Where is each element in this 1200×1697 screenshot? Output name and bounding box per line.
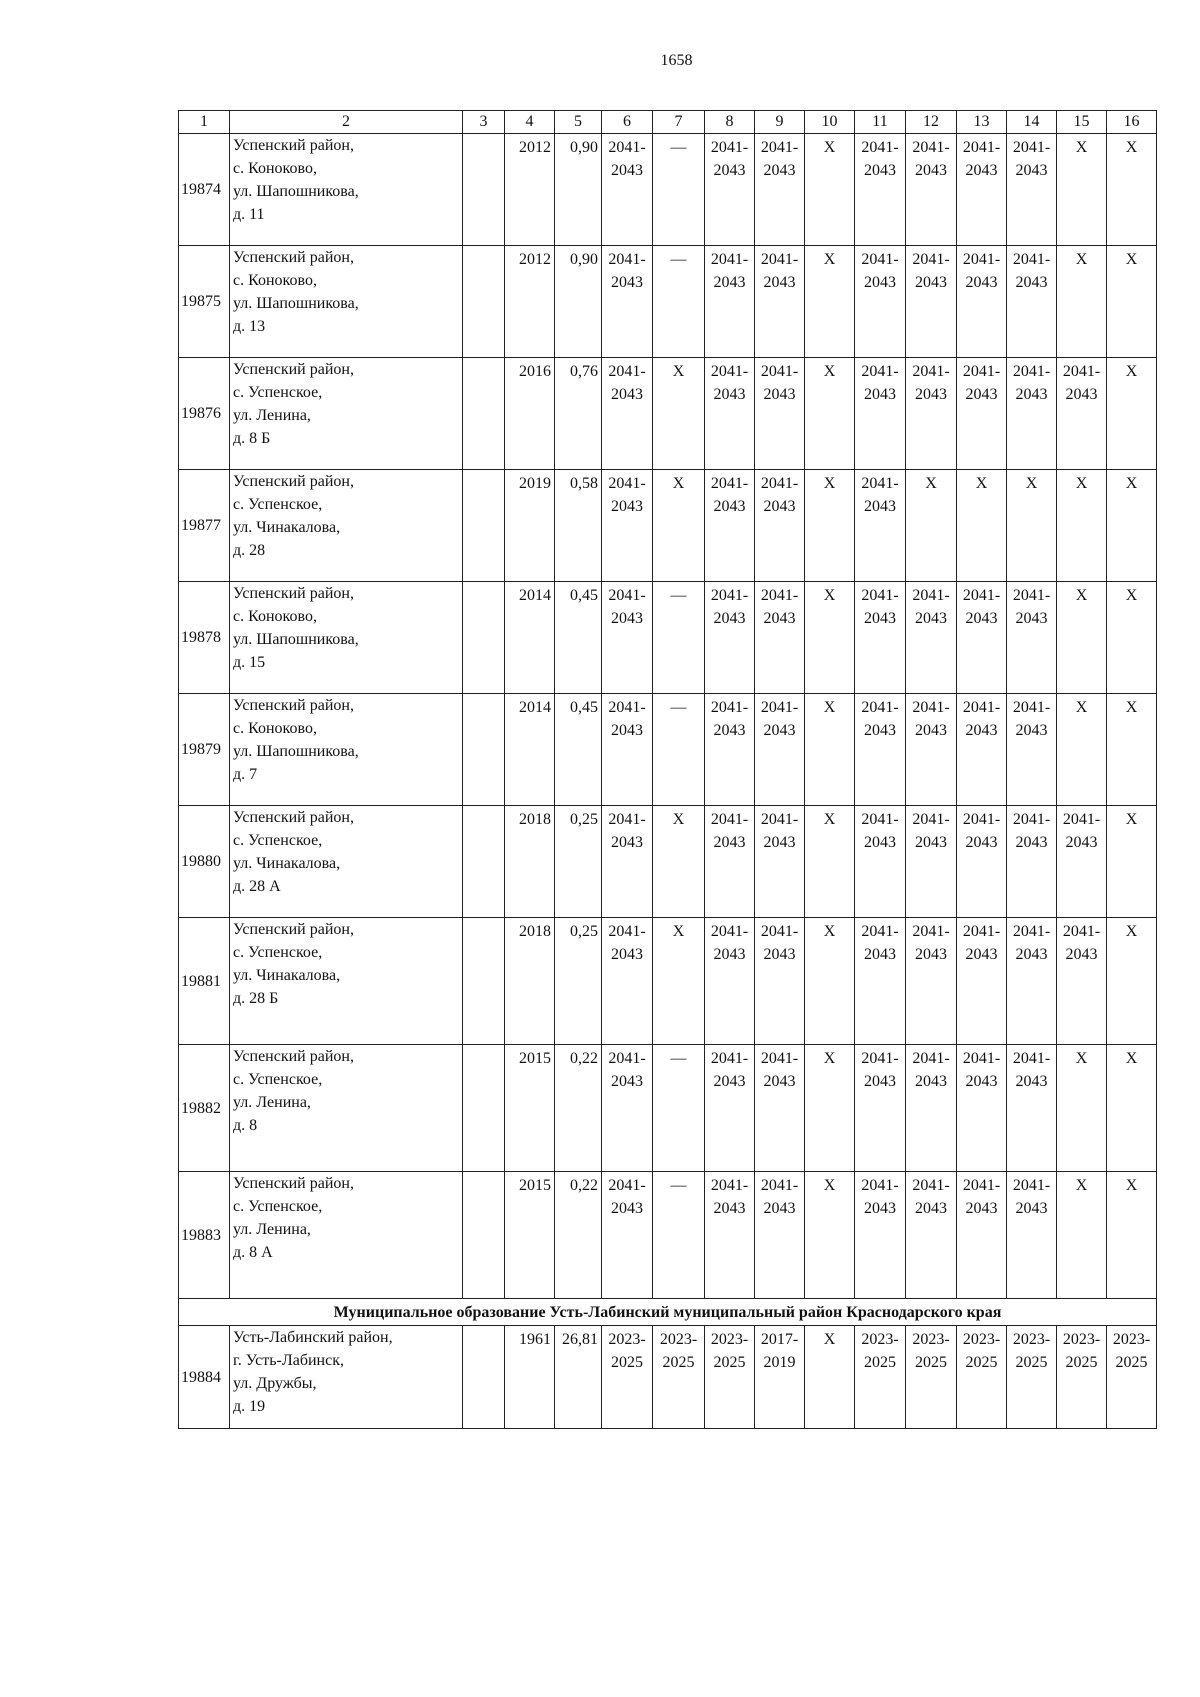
address-line: д. 28 А <box>233 878 281 895</box>
address-line: Успенский район, <box>233 137 354 154</box>
address-line: с. Успенское, <box>233 384 323 401</box>
cell-col-3 <box>463 470 505 582</box>
cell-col-8: 2041- 2043 <box>705 470 755 582</box>
cell-col-11: 2041- 2043 <box>855 806 906 918</box>
cell-col-4: 1961 <box>505 1326 555 1429</box>
cell-col-12: 2041- 2043 <box>906 246 957 358</box>
cell-col-15: X <box>1057 1045 1107 1172</box>
cell-col-5: 26,81 <box>555 1326 602 1429</box>
cell-col-9: 2041- 2043 <box>755 1045 805 1172</box>
cell-col-5: 0,45 <box>555 582 602 694</box>
address-line: ул. Ленина, <box>233 1221 311 1238</box>
cell-col-10: X <box>805 582 855 694</box>
cell-col-10: X <box>805 1045 855 1172</box>
address-line: д. 7 <box>233 766 258 783</box>
cell-col-5: 0,76 <box>555 358 602 470</box>
cell-col-7: — <box>653 246 705 358</box>
column-header-16: 16 <box>1107 111 1157 134</box>
address-cell <box>230 358 463 470</box>
cell-col-11: 2041- 2043 <box>855 134 906 246</box>
cell-col-9: 2041- 2043 <box>755 134 805 246</box>
cell-col-15: X <box>1057 470 1107 582</box>
row-number: 19875 <box>179 246 230 358</box>
cell-col-9: 2041- 2043 <box>755 246 805 358</box>
cell-col-11: 2041- 2043 <box>855 246 906 358</box>
address-line: д. 13 <box>233 318 266 335</box>
cell-col-8: 2023- 2025 <box>705 1326 755 1429</box>
cell-col-15: X <box>1057 246 1107 358</box>
address-line: д. 8 <box>233 1117 258 1134</box>
address-line: Успенский район, <box>233 473 354 490</box>
cell-col-6: 2041- 2043 <box>602 1045 653 1172</box>
cell-col-5: 0,90 <box>555 134 602 246</box>
cell-col-11: 2041- 2043 <box>855 470 906 582</box>
address-cell <box>230 246 463 358</box>
address-line: с. Коноково, <box>233 608 317 625</box>
cell-col-3 <box>463 1172 505 1299</box>
cell-col-7: 2023- 2025 <box>653 1326 705 1429</box>
cell-col-4: 2014 <box>505 694 555 806</box>
address-line: д. 11 <box>233 206 265 223</box>
cell-col-4: 2015 <box>505 1045 555 1172</box>
address-cell <box>230 1326 463 1429</box>
cell-col-12: 2041- 2043 <box>906 694 957 806</box>
cell-col-3 <box>463 1045 505 1172</box>
cell-col-8: 2041- 2043 <box>705 1172 755 1299</box>
cell-col-13: X <box>957 470 1007 582</box>
column-header-4: 4 <box>505 111 555 134</box>
section-row <box>179 1299 1157 1326</box>
column-header-9: 9 <box>755 111 805 134</box>
cell-col-11: 2041- 2043 <box>855 1045 906 1172</box>
cell-col-8: 2041- 2043 <box>705 582 755 694</box>
cell-col-12: X <box>906 470 957 582</box>
cell-col-12: 2041- 2043 <box>906 582 957 694</box>
cell-col-16: X <box>1107 918 1157 1045</box>
address-line: ул. Шапошникова, <box>233 295 359 312</box>
cell-col-13: 2041- 2043 <box>957 246 1007 358</box>
cell-col-5: 0,58 <box>555 470 602 582</box>
cell-col-7: — <box>653 134 705 246</box>
cell-col-5: 0,25 <box>555 806 602 918</box>
cell-col-12: 2041- 2043 <box>906 806 957 918</box>
cell-col-6: 2041- 2043 <box>602 134 653 246</box>
address-cell <box>230 1172 463 1299</box>
table-row <box>179 918 1157 1045</box>
address-line: ул. Чинакалова, <box>233 855 341 872</box>
cell-col-13: 2041- 2043 <box>957 134 1007 246</box>
table-body <box>179 134 1157 1429</box>
cell-col-9: 2041- 2043 <box>755 1172 805 1299</box>
cell-col-11: 2041- 2043 <box>855 918 906 1045</box>
address-cell <box>230 470 463 582</box>
cell-col-4: 2018 <box>505 918 555 1045</box>
cell-col-13: 2041- 2043 <box>957 918 1007 1045</box>
address-line: с. Успенское, <box>233 1198 323 1215</box>
cell-col-4: 2019 <box>505 470 555 582</box>
cell-col-13: 2041- 2043 <box>957 358 1007 470</box>
cell-col-14: X <box>1007 470 1057 582</box>
cell-col-7: — <box>653 1172 705 1299</box>
cell-col-4: 2012 <box>505 246 555 358</box>
cell-col-14: 2041- 2043 <box>1007 806 1057 918</box>
address-line: Успенский район, <box>233 361 354 378</box>
cell-col-6: 2041- 2043 <box>602 582 653 694</box>
cell-col-12: 2023- 2025 <box>906 1326 957 1429</box>
cell-col-7: X <box>653 358 705 470</box>
cell-col-14: 2041- 2043 <box>1007 918 1057 1045</box>
cell-col-3 <box>463 358 505 470</box>
cell-col-16: X <box>1107 470 1157 582</box>
cell-col-3 <box>463 694 505 806</box>
address-line: д. 8 А <box>233 1244 273 1261</box>
address-line: с. Успенское, <box>233 944 323 961</box>
cell-col-10: X <box>805 1172 855 1299</box>
address-cell <box>230 918 463 1045</box>
cell-col-16: X <box>1107 246 1157 358</box>
address-cell <box>230 134 463 246</box>
address-line: с. Успенское, <box>233 1071 323 1088</box>
column-header-10: 10 <box>805 111 855 134</box>
address-line: г. Усть-Лабинск, <box>233 1352 344 1369</box>
cell-col-12: 2041- 2043 <box>906 1172 957 1299</box>
cell-col-5: 0,45 <box>555 694 602 806</box>
cell-col-5: 0,22 <box>555 1172 602 1299</box>
cell-col-8: 2041- 2043 <box>705 134 755 246</box>
cell-col-16: X <box>1107 582 1157 694</box>
cell-col-12: 2041- 2043 <box>906 1045 957 1172</box>
address-line: ул. Шапошникова, <box>233 183 359 200</box>
cell-col-16: 2023- 2025 <box>1107 1326 1157 1429</box>
cell-col-7: — <box>653 582 705 694</box>
cell-col-6: 2041- 2043 <box>602 358 653 470</box>
cell-col-10: X <box>805 694 855 806</box>
address-line: д. 15 <box>233 654 266 671</box>
cell-col-4: 2015 <box>505 1172 555 1299</box>
cell-col-9: 2041- 2043 <box>755 918 805 1045</box>
cell-col-4: 2018 <box>505 806 555 918</box>
cell-col-10: X <box>805 134 855 246</box>
cell-col-16: X <box>1107 134 1157 246</box>
cell-col-10: X <box>805 246 855 358</box>
cell-col-15: 2041- 2043 <box>1057 918 1107 1045</box>
column-header-8: 8 <box>705 111 755 134</box>
cell-col-9: 2041- 2043 <box>755 358 805 470</box>
column-header-5: 5 <box>555 111 602 134</box>
cell-col-11: 2041- 2043 <box>855 358 906 470</box>
address-line: Успенский район, <box>233 1175 354 1192</box>
cell-col-10: X <box>805 918 855 1045</box>
cell-col-11: 2023- 2025 <box>855 1326 906 1429</box>
cell-col-14: 2023- 2025 <box>1007 1326 1057 1429</box>
address-line: ул. Дружбы, <box>233 1375 317 1392</box>
cell-col-16: X <box>1107 1045 1157 1172</box>
cell-col-7: — <box>653 694 705 806</box>
address-cell <box>230 582 463 694</box>
cell-col-8: 2041- 2043 <box>705 806 755 918</box>
register-table <box>178 110 1157 1429</box>
cell-col-10: X <box>805 1326 855 1429</box>
cell-col-8: 2041- 2043 <box>705 1045 755 1172</box>
column-number-row <box>179 111 1157 134</box>
table-row <box>179 1326 1157 1429</box>
address-line: ул. Ленина, <box>233 407 311 424</box>
cell-col-4: 2014 <box>505 582 555 694</box>
cell-col-5: 0,90 <box>555 246 602 358</box>
cell-col-12: 2041- 2043 <box>906 358 957 470</box>
address-line: Успенский район, <box>233 585 354 602</box>
cell-col-8: 2041- 2043 <box>705 246 755 358</box>
cell-col-6: 2041- 2043 <box>602 246 653 358</box>
cell-col-11: 2041- 2043 <box>855 1172 906 1299</box>
cell-col-5: 0,22 <box>555 1045 602 1172</box>
address-line: с. Коноково, <box>233 160 317 177</box>
column-header-6: 6 <box>602 111 653 134</box>
cell-col-4: 2012 <box>505 134 555 246</box>
cell-col-14: 2041- 2043 <box>1007 134 1057 246</box>
cell-col-3 <box>463 1326 505 1429</box>
cell-col-6: 2041- 2043 <box>602 470 653 582</box>
cell-col-15: X <box>1057 1172 1107 1299</box>
table-row <box>179 470 1157 582</box>
column-header-2: 2 <box>230 111 463 134</box>
cell-col-13: 2041- 2043 <box>957 694 1007 806</box>
address-line: ул. Чинакалова, <box>233 967 341 984</box>
cell-col-10: X <box>805 470 855 582</box>
column-header-15: 15 <box>1057 111 1107 134</box>
cell-col-10: X <box>805 806 855 918</box>
cell-col-3 <box>463 134 505 246</box>
cell-col-10: X <box>805 358 855 470</box>
cell-col-14: 2041- 2043 <box>1007 358 1057 470</box>
cell-col-13: 2023- 2025 <box>957 1326 1007 1429</box>
cell-col-9: 2041- 2043 <box>755 470 805 582</box>
column-header-7: 7 <box>653 111 705 134</box>
address-line: д. 8 Б <box>233 430 271 447</box>
table-row <box>179 1045 1157 1172</box>
cell-col-16: X <box>1107 806 1157 918</box>
cell-col-9: 2017- 2019 <box>755 1326 805 1429</box>
address-line: с. Коноково, <box>233 720 317 737</box>
address-line: Успенский район, <box>233 921 354 938</box>
row-number: 19882 <box>179 1045 230 1172</box>
cell-col-15: X <box>1057 694 1107 806</box>
column-header-12: 12 <box>906 111 957 134</box>
cell-col-8: 2041- 2043 <box>705 694 755 806</box>
column-header-1: 1 <box>179 111 230 134</box>
column-header-11: 11 <box>855 111 906 134</box>
cell-col-8: 2041- 2043 <box>705 918 755 1045</box>
cell-col-6: 2041- 2043 <box>602 918 653 1045</box>
table-row <box>179 358 1157 470</box>
row-number: 19877 <box>179 470 230 582</box>
cell-col-12: 2041- 2043 <box>906 918 957 1045</box>
cell-col-16: X <box>1107 694 1157 806</box>
table-row <box>179 582 1157 694</box>
cell-col-7: — <box>653 1045 705 1172</box>
cell-col-14: 2041- 2043 <box>1007 1045 1057 1172</box>
table-row <box>179 134 1157 246</box>
row-number: 19881 <box>179 918 230 1045</box>
cell-col-6: 2023- 2025 <box>602 1326 653 1429</box>
cell-col-15: 2041- 2043 <box>1057 806 1107 918</box>
address-line: с. Успенское, <box>233 496 323 513</box>
page-number: 1658 <box>660 52 693 69</box>
cell-col-9: 2041- 2043 <box>755 582 805 694</box>
cell-col-13: 2041- 2043 <box>957 1172 1007 1299</box>
address-line: ул. Чинакалова, <box>233 519 341 536</box>
address-line: Успенский район, <box>233 1048 354 1065</box>
table-row <box>179 694 1157 806</box>
cell-col-5: 0,25 <box>555 918 602 1045</box>
column-header-14: 14 <box>1007 111 1057 134</box>
address-line: с. Успенское, <box>233 832 323 849</box>
address-line: д. 28 <box>233 542 266 559</box>
cell-col-12: 2041- 2043 <box>906 134 957 246</box>
cell-col-3 <box>463 582 505 694</box>
row-number: 19883 <box>179 1172 230 1299</box>
cell-col-6: 2041- 2043 <box>602 806 653 918</box>
cell-col-7: X <box>653 470 705 582</box>
row-number: 19879 <box>179 694 230 806</box>
address-line: д. 19 <box>233 1398 266 1415</box>
address-line: Успенский район, <box>233 697 354 714</box>
address-line: с. Коноково, <box>233 272 317 289</box>
table-row <box>179 246 1157 358</box>
cell-col-13: 2041- 2043 <box>957 1045 1007 1172</box>
address-line: ул. Шапошникова, <box>233 631 359 648</box>
row-number: 19874 <box>179 134 230 246</box>
address-cell <box>230 1045 463 1172</box>
cell-col-16: X <box>1107 1172 1157 1299</box>
cell-col-14: 2041- 2043 <box>1007 582 1057 694</box>
cell-col-15: 2041- 2043 <box>1057 358 1107 470</box>
cell-col-14: 2041- 2043 <box>1007 246 1057 358</box>
section-title: Муниципальное образование Усть-Лабинский муниципальный район Краснодарского края <box>179 1299 1157 1326</box>
cell-col-3 <box>463 806 505 918</box>
cell-col-8: 2041- 2043 <box>705 358 755 470</box>
address-line: Успенский район, <box>233 809 354 826</box>
cell-col-3 <box>463 246 505 358</box>
cell-col-13: 2041- 2043 <box>957 582 1007 694</box>
cell-col-6: 2041- 2043 <box>602 694 653 806</box>
cell-col-16: X <box>1107 358 1157 470</box>
cell-col-11: 2041- 2043 <box>855 694 906 806</box>
cell-col-15: 2023- 2025 <box>1057 1326 1107 1429</box>
column-header-3: 3 <box>463 111 505 134</box>
table-row <box>179 1172 1157 1299</box>
address-line: ул. Ленина, <box>233 1094 311 1111</box>
address-cell <box>230 694 463 806</box>
address-cell <box>230 806 463 918</box>
cell-col-11: 2041- 2043 <box>855 582 906 694</box>
cell-col-15: X <box>1057 582 1107 694</box>
cell-col-7: X <box>653 918 705 1045</box>
address-line: ул. Шапошникова, <box>233 743 359 760</box>
cell-col-4: 2016 <box>505 358 555 470</box>
row-number: 19876 <box>179 358 230 470</box>
table-row <box>179 806 1157 918</box>
cell-col-9: 2041- 2043 <box>755 806 805 918</box>
cell-col-14: 2041- 2043 <box>1007 1172 1057 1299</box>
row-number: 19884 <box>179 1326 230 1429</box>
cell-col-6: 2041- 2043 <box>602 1172 653 1299</box>
address-line: Усть-Лабинский район, <box>233 1329 393 1346</box>
address-line: Успенский район, <box>233 249 354 266</box>
column-header-13: 13 <box>957 111 1007 134</box>
row-number: 19878 <box>179 582 230 694</box>
cell-col-7: X <box>653 806 705 918</box>
cell-col-13: 2041- 2043 <box>957 806 1007 918</box>
cell-col-3 <box>463 918 505 1045</box>
cell-col-15: X <box>1057 134 1107 246</box>
cell-col-14: 2041- 2043 <box>1007 694 1057 806</box>
cell-col-9: 2041- 2043 <box>755 694 805 806</box>
address-line: д. 28 Б <box>233 990 279 1007</box>
row-number: 19880 <box>179 806 230 918</box>
